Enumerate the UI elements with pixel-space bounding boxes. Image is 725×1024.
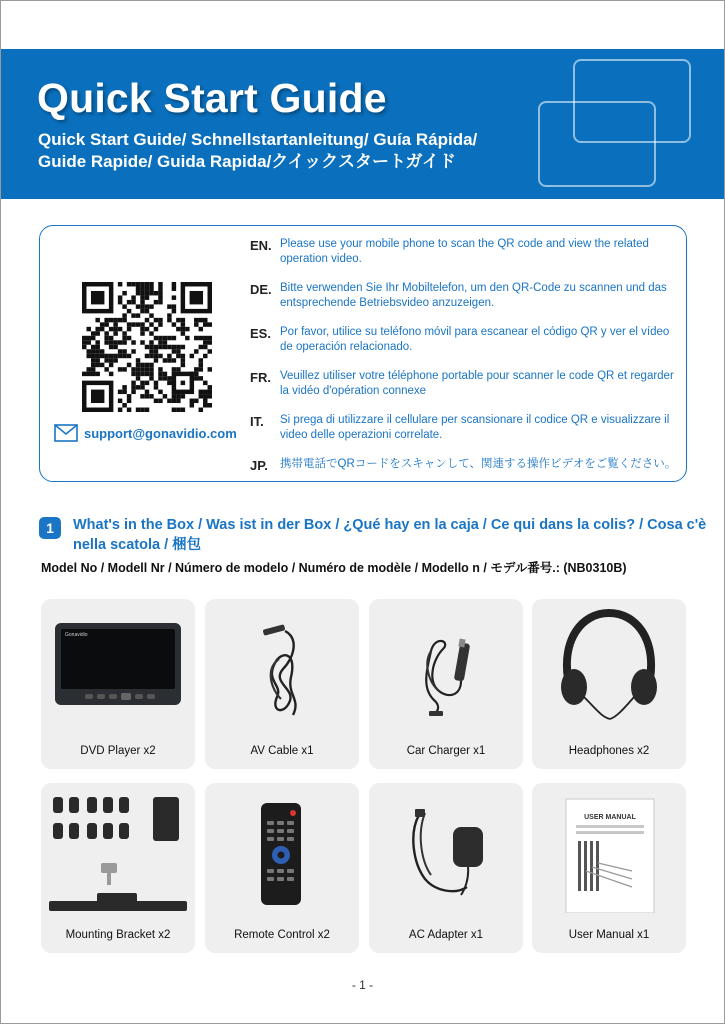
item-label: AC Adapter x1 (408, 929, 484, 941)
item-label: Mounting Bracket x2 (65, 929, 171, 941)
dvd-player-icon (41, 599, 195, 729)
lang-text: Please use your mobile phone to scan the QR code and view the related operation video. (280, 238, 649, 265)
lang-text: Por favor, utilice su teléfono móvil para escanear el código QR y ver el vídeo de operación relacionado. (280, 326, 670, 353)
item-card-mounting-bracket (41, 783, 195, 953)
lang-text: 携帯電話でQRコードをスキャンして、関連する操作ビデオをご覧ください。 (280, 458, 677, 470)
section-number-badge: 1 (39, 517, 61, 539)
header-band (1, 49, 724, 199)
item-card-av-cable (205, 599, 359, 769)
page-title: Quick Start Guide (37, 75, 387, 121)
remote-control-icon (205, 783, 359, 913)
lang-row-es (250, 324, 680, 368)
item-label: DVD Player x2 (80, 745, 156, 757)
subtitle-line: Quick Start Guide/ Schnellstartanleitung/ Guía Rápida/ (38, 130, 478, 149)
item-card-car-charger (369, 599, 523, 769)
car-charger-icon (369, 599, 523, 729)
user-manual-icon (532, 783, 686, 913)
lang-code: EN. (250, 238, 272, 253)
item-card-dvd-player (41, 599, 195, 769)
item-label: Remote Control x2 (234, 929, 330, 941)
mounting-bracket-icon (41, 783, 195, 913)
qr-code-icon[interactable] (82, 282, 212, 412)
headphones-icon (532, 599, 686, 729)
section-title: What's in the Box / Was ist in der Box / ¿Qué hay en la caja / Ce qui dans la colis? / Cosa c'è nella scatola / 梱包 (73, 517, 707, 553)
lang-text: Bitte verwenden Sie Ihr Mobiltelefon, um den QR-Code zu scannen und das entsprechende Betriebsvideo anzuzeigen. (280, 282, 667, 309)
lang-code: JP. (250, 458, 268, 473)
lang-row-jp (250, 456, 680, 500)
item-card-user-manual (532, 783, 686, 953)
lang-row-en (250, 236, 680, 280)
item-label: Headphones x2 (568, 745, 650, 757)
item-label: Car Charger x1 (406, 745, 486, 757)
support-contact (54, 424, 237, 442)
language-instructions (250, 236, 680, 500)
subtitle-line: Guide Rapide/ Guida Rapida/クイックスタートガイド (38, 152, 456, 171)
mail-icon (54, 424, 78, 442)
item-card-remote-control (205, 783, 359, 953)
model-number: Model No / Modell Nr / Número de modelo / Numéro de modèle / Modello n / モデル番号.: (NB0310B) (41, 561, 627, 575)
item-card-ac-adapter (369, 783, 523, 953)
lang-row-it (250, 412, 680, 456)
lang-row-fr (250, 368, 680, 412)
lang-code: DE. (250, 282, 272, 297)
page-number: - 1 - (351, 978, 374, 992)
item-label: AV Cable x1 (250, 745, 314, 757)
brand-label: Gonavidio (65, 632, 88, 638)
lang-code: ES. (250, 326, 271, 341)
decorative-frame (538, 101, 656, 187)
lang-code: FR. (250, 370, 271, 385)
lang-row-de (250, 280, 680, 324)
item-card-headphones (532, 599, 686, 769)
ac-adapter-icon (369, 783, 523, 913)
page-subtitle (38, 129, 477, 173)
lang-code: IT. (250, 414, 264, 429)
lang-text: Si prega di utilizzare il cellulare per scansionare il codice QR e visualizzare il video delle operazioni correlate. (280, 414, 670, 441)
qr-info-box (39, 225, 687, 482)
support-email-link[interactable]: support@gonavidio.com (84, 425, 237, 441)
item-label: User Manual x1 (568, 929, 650, 941)
lang-text: Veuillez utiliser votre téléphone portable pour scanner le code QR et regarder la vidéo d'opération connexe (280, 370, 674, 397)
manual-cover-title: USER MANUAL (584, 814, 636, 821)
av-cable-icon (205, 599, 359, 729)
